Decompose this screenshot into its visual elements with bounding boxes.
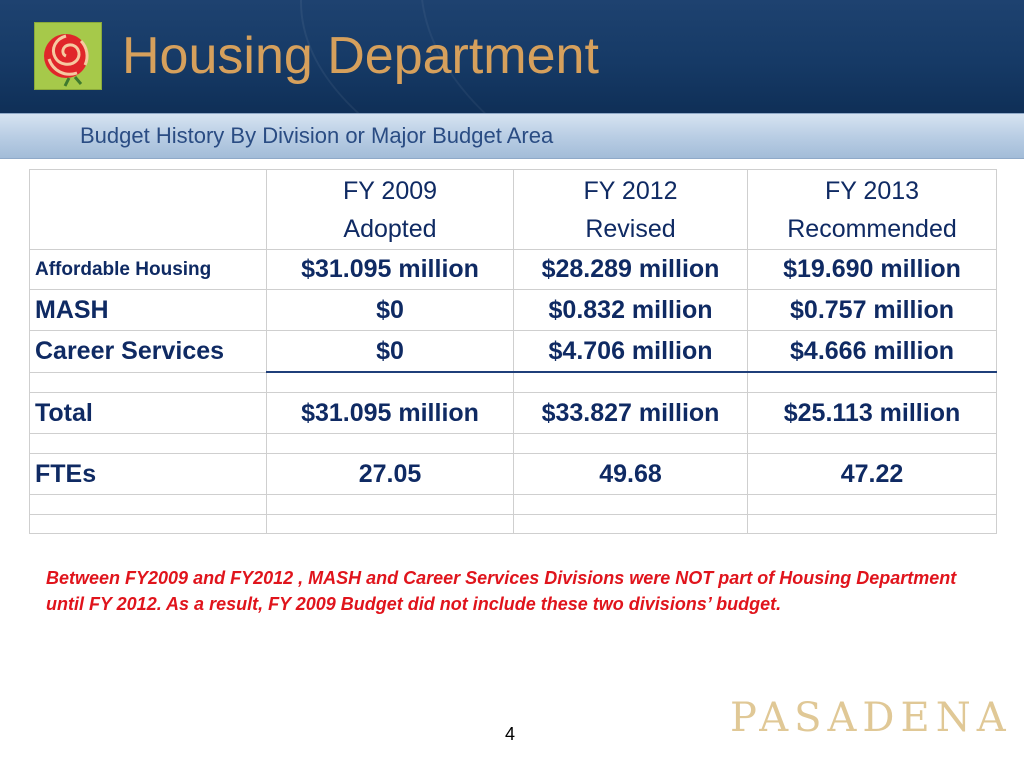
spacer-row bbox=[30, 434, 997, 454]
table-cell: $4.666 million bbox=[748, 331, 997, 373]
table-row-ftes bbox=[30, 454, 997, 495]
table-row-career-services bbox=[30, 331, 997, 373]
header-cell-fy2009 bbox=[267, 170, 514, 250]
row-label: Total bbox=[30, 393, 267, 434]
table-cell: $25.113 million bbox=[748, 393, 997, 434]
row-label: Affordable Housing bbox=[30, 250, 267, 290]
rose-logo-icon bbox=[34, 22, 102, 90]
page-number: 4 bbox=[505, 724, 516, 744]
table-cell: $19.690 million bbox=[748, 250, 997, 290]
subtitle-bar bbox=[0, 113, 1024, 159]
row-label: MASH bbox=[30, 290, 267, 331]
table-cell: $0.757 million bbox=[748, 290, 997, 331]
header-status: Recommended bbox=[787, 214, 957, 243]
row-label: FTEs bbox=[30, 454, 267, 495]
pasadena-brand-logo: PASADENA bbox=[730, 695, 1012, 741]
table-cell: 47.22 bbox=[748, 454, 997, 495]
header-year: FY 2009 bbox=[342, 176, 438, 205]
footnote: Between FY2009 and FY2012 , MASH and Career Services Divisions were NOT part of Housing Department until FY 2012. As a result, FY 2009 Budget did not include these two divisions’ budget. bbox=[46, 568, 957, 614]
header-year: FY 2013 bbox=[824, 176, 920, 205]
header-cell-fy2013 bbox=[748, 170, 997, 250]
spacer-row bbox=[30, 372, 997, 393]
header-status: Revised bbox=[585, 214, 676, 243]
table-row-total bbox=[30, 393, 997, 434]
table-cell: $28.289 million bbox=[514, 250, 748, 290]
spacer-row bbox=[30, 515, 997, 534]
spacer-row bbox=[30, 495, 997, 515]
table-cell: $0 bbox=[267, 331, 514, 373]
page-title: Housing Department bbox=[122, 27, 599, 85]
table-row-mash bbox=[30, 290, 997, 331]
table-cell: $31.095 million bbox=[267, 250, 514, 290]
table-cell: 49.68 bbox=[514, 454, 748, 495]
page-subtitle: Budget History By Division or Major Budget Area bbox=[80, 123, 554, 148]
header-year: FY 2012 bbox=[583, 176, 678, 205]
header-corner-cell bbox=[30, 170, 267, 250]
header-status: Adopted bbox=[343, 214, 437, 243]
budget-history-table bbox=[29, 169, 997, 534]
table-cell: $31.095 million bbox=[267, 393, 514, 434]
title-bar bbox=[0, 0, 1024, 113]
table-cell: $0.832 million bbox=[514, 290, 748, 331]
table-cell: $4.706 million bbox=[514, 331, 748, 373]
table-row-affordable-housing bbox=[30, 250, 997, 290]
header-cell-fy2012 bbox=[514, 170, 748, 250]
row-label: Career Services bbox=[30, 331, 267, 373]
table-cell: $0 bbox=[267, 290, 514, 331]
table-cell: $33.827 million bbox=[514, 393, 748, 434]
table-header-row bbox=[30, 170, 997, 250]
table-cell: 27.05 bbox=[267, 454, 514, 495]
